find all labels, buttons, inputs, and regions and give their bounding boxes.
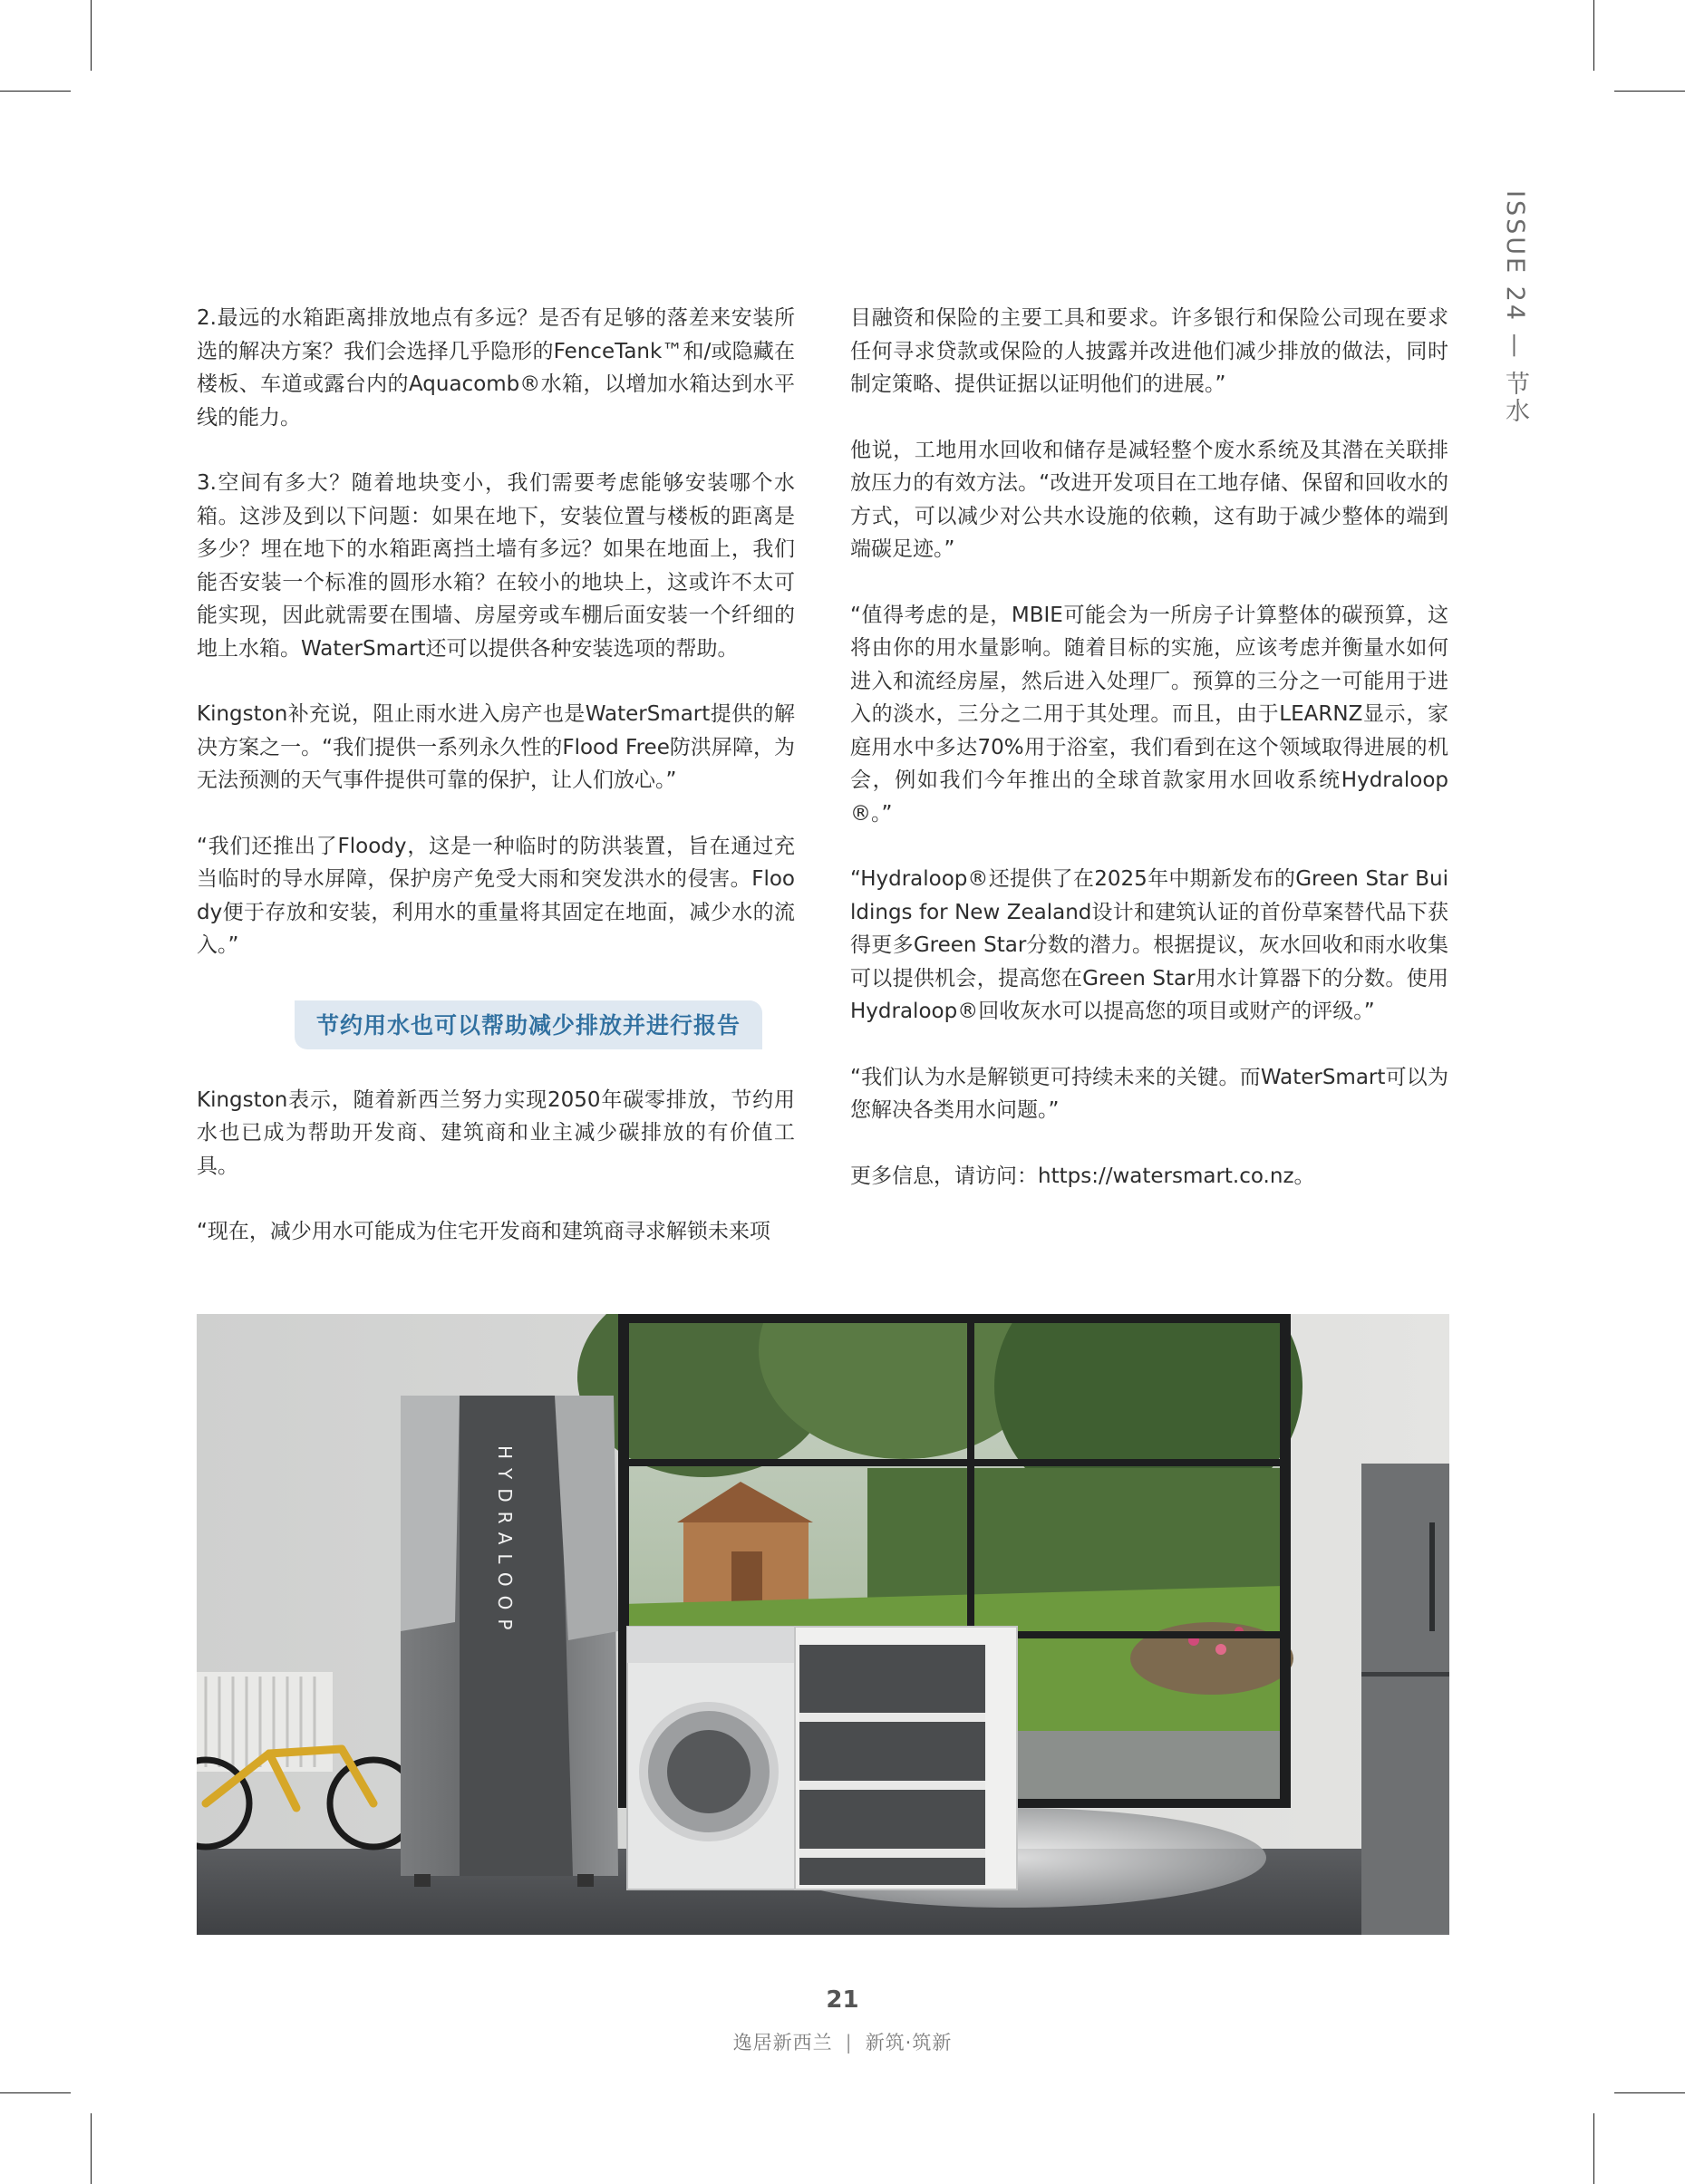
- crop-mark-bottom-right-h: [1614, 2092, 1685, 2093]
- paragraph-carbon-zero: Kingston表示，随着新西兰努力实现2050年碳零排放，节约用水也已成为帮助开发商、建筑商和业主减少碳排放的有价值工具。: [197, 1087, 795, 1178]
- paragraph-mbie-budget: “值得考虑的是，MBIE可能会为一所房子计算整体的碳预算，这将由你的用水量影响。随着目标的实施，应该考虑并衡量水如何进入和流经房屋，然后进入处理厂。预算的三分之一可能用于进入的淡水，三分之二用于其处理。而且，由于LEARNZ显示，家庭用水中多达70%用于浴室，我们看到在这个领域取得进展的机会，例如我们今年推出的全球首款家用水回收系统Hydraloop®。”: [850, 603, 1448, 826]
- paragraph-water-key: “我们认为水是解锁更可持续未来的关键。而WaterSmart可以为您解决各类用水问题。”: [850, 1065, 1448, 1122]
- crop-mark-top-right-v: [1593, 0, 1594, 71]
- issue-section-label: ISSUE 24 — 节水: [1501, 190, 1529, 426]
- crop-mark-bottom-right-v: [1593, 2113, 1594, 2184]
- paragraph-floody: “我们还推出了Floody，这是一种临时的防洪装置，旨在通过充当临时的导水屏障，保护房产免受大雨和突发洪水的侵害。Floody便于存放和安装，利用水的重量将其固定在地面，减少水的流入。”: [197, 834, 795, 957]
- paragraph-more-info: 更多信息，请访问：https://watersmart.co.nz。: [850, 1164, 1315, 1188]
- hydraloop-brand-text: HYDRALOOP: [494, 1445, 516, 1639]
- crop-mark-bottom-left-v: [91, 2113, 92, 2184]
- footer-separator: |: [845, 2032, 853, 2054]
- article-right-column: [850, 302, 1448, 1225]
- hydraloop-room-photo: [197, 1314, 1449, 1935]
- section-name: 新筑·筑新: [865, 2032, 953, 2054]
- footer-publication: [0, 2028, 1685, 2055]
- paragraph-financing-end: 目融资和保险的主要工具和要求。许多银行和保险公司现在要求任何寻求贷款或保险的人披露并改进他们减少排放的做法，同时制定策略、提供证据以证明他们的进展。”: [850, 306, 1448, 396]
- paragraph-financing-start: “现在，减少用水可能成为住宅开发商和建筑商寻求解锁未来项: [197, 1220, 770, 1243]
- publication-name: 逸居新西兰: [732, 2032, 833, 2054]
- crop-mark-top-left-h: [0, 91, 71, 92]
- page-number: 21: [826, 1986, 859, 2014]
- paragraph-drop-distance: 2.最远的水箱距离排放地点有多远？是否有足够的落差来安装所选的解决方案？我们会选择几乎隐形的FenceTank™和/或隐藏在楼板、车道或露台内的Aquacomb®水箱，以增加水箱达到水平线的能力。: [197, 306, 795, 430]
- paragraph-onsite-water: 他说，工地用水回收和储存是减轻整个废水系统及其潜在关联排放压力的有效方法。“改进开发项目在工地存储、保留和回收水的方式，可以减少对公共水设施的依赖，这有助于减少整体的端到端碳足迹。”: [850, 438, 1448, 561]
- crop-mark-top-right-h: [1614, 91, 1685, 92]
- crop-mark-top-left-v: [91, 0, 92, 71]
- paragraph-flood-free: Kingston补充说，阻止雨水进入房产也是WaterSmart提供的解决方案之一。“我们提供一系列永久性的Flood Free防洪屏障，为无法预测的天气事件提供可靠的保护，让人们放心。”: [197, 702, 795, 792]
- article-left-column: [197, 302, 795, 1281]
- crop-mark-bottom-left-h: [0, 2092, 71, 2093]
- paragraph-space-size: 3.空间有多大？随着地块变小，我们需要考虑能够安装哪个水箱。这涉及到以下问题：如果在地下，安装位置与楼板的距离是多少？埋在地下的水箱距离挡土墙有多远？如果在地面上，我们能否安装一个标准的圆形水箱？在较小的地块上，这或许不太可能实现，因此就需要在围墙、房屋旁或车棚后面安装一个纤细的地上水箱。WaterSmart还可以提供各种安装选项的帮助。: [197, 471, 795, 661]
- section-subheading: 节约用水也可以帮助减少排放并进行报告: [295, 1000, 762, 1049]
- paragraph-green-star: “Hydraloop®还提供了在2025年中期新发布的Green Star Buildings for New Zealand设计和建筑认证的首份草案替代品下获得更多Green Star分数的潜力。根据提议，灰水回收和雨水收集可以提供机会，提高您在Green Star用水计算器下的分数。使用Hydraloop®回收灰水可以提高您的项目或财产的评级。”: [850, 867, 1448, 1023]
